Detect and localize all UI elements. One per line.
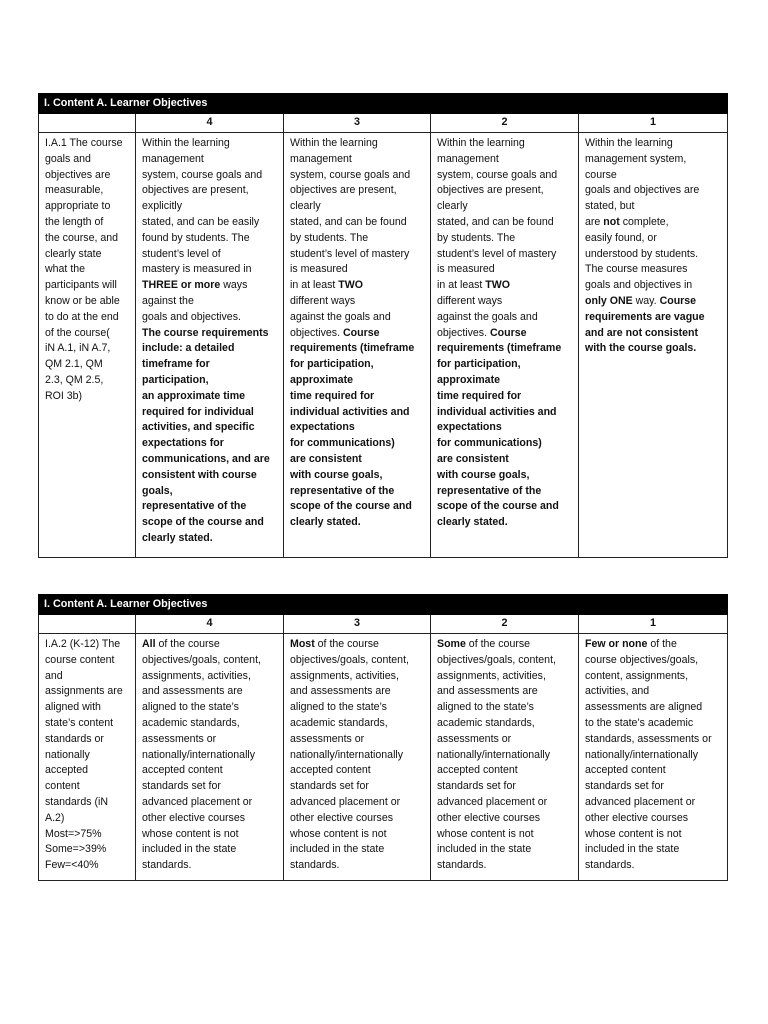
- text-line: accepted: [45, 764, 88, 777]
- text-line: course: [585, 168, 617, 181]
- text-line: student’s level of: [142, 247, 221, 260]
- text-line: with course goals,: [437, 468, 530, 481]
- text-line: objectives/goals, content,: [290, 653, 409, 666]
- text-line: objectives are present,: [142, 184, 249, 197]
- text-line: by students. The: [437, 231, 516, 244]
- rubric-table-ia2: [38, 594, 728, 881]
- criterion-header-cell: [39, 615, 136, 634]
- text-line: in at least TWO: [437, 279, 511, 292]
- text-line: content, assignments,: [585, 669, 689, 682]
- text-line: appropriate to: [45, 200, 111, 213]
- text-line: nationally: [45, 748, 90, 761]
- text-line: are not complete,: [585, 215, 669, 228]
- text-line: participants will: [45, 279, 117, 292]
- text-line: clearly stated.: [142, 531, 213, 544]
- text-line: advanced placement or: [437, 795, 548, 808]
- text-line: advanced placement or: [142, 795, 253, 808]
- text-line: included in the state: [290, 843, 385, 856]
- text-line: measurable,: [45, 184, 104, 197]
- text-line: other elective courses: [142, 811, 246, 824]
- text-line: whose content is not: [437, 827, 534, 840]
- section-title: I. Content A. Learner Objectives: [39, 94, 728, 114]
- text-line: for communications): [437, 437, 542, 450]
- text-line: include: a detailed: [142, 342, 235, 355]
- text-line: different ways: [437, 294, 503, 307]
- text-line: required for individual: [142, 405, 254, 418]
- text-line: objectives are: [45, 168, 111, 181]
- text-line: to do at the end: [45, 310, 119, 323]
- text-line: course content: [45, 653, 115, 666]
- text-line: goals,: [142, 484, 173, 497]
- text-line: management: [290, 152, 352, 165]
- text-line: Within the learning: [437, 137, 525, 149]
- text-line: THREE or more ways: [142, 279, 248, 292]
- score-header-3: 3: [284, 615, 431, 634]
- text-line: with course goals,: [290, 468, 383, 481]
- criterion-cell: [39, 634, 136, 881]
- text-line: accepted content: [437, 764, 518, 777]
- text-line: state’s content: [45, 716, 114, 729]
- score-header-4: 4: [136, 615, 284, 634]
- text-line: goals and objectives in: [585, 279, 693, 292]
- text-line: representative of the: [290, 484, 395, 497]
- text-line: easily found, or: [585, 231, 657, 244]
- text-line: whose content is not: [142, 827, 239, 840]
- text-line: objectives/goals, content,: [142, 653, 261, 666]
- text-line: Some=>39%: [45, 843, 107, 856]
- text-line: assessments or: [142, 732, 217, 745]
- text-line: of the course(: [45, 326, 110, 339]
- text-line: and assessments are: [290, 685, 391, 698]
- score-4-description: [136, 133, 284, 558]
- text-line: All of the course: [142, 638, 220, 650]
- score-1-description: [579, 634, 728, 881]
- text-line: objectives. Course: [437, 326, 527, 339]
- text-line: consistent with course: [142, 468, 257, 481]
- text-line: assessments are aligned: [585, 701, 703, 714]
- text-line: nationally/internationally: [585, 748, 699, 761]
- text-line: course objectives/goals,: [585, 653, 699, 666]
- text-line: assignments, activities,: [437, 669, 546, 682]
- text-line: The course requirements: [142, 326, 269, 339]
- score-3-description: [284, 634, 431, 881]
- text-line: aligned to the state’s: [437, 701, 534, 714]
- text-line: goals and objectives are: [585, 184, 700, 197]
- rubric-row: [39, 634, 728, 881]
- text-line: Few=<40%: [45, 859, 99, 872]
- score-1-description: [579, 133, 728, 558]
- text-line: advanced placement or: [290, 795, 401, 808]
- text-line: system, course goals and: [142, 168, 263, 181]
- text-line: and are not consistent: [585, 326, 699, 339]
- rubric-row: [39, 133, 728, 558]
- text-line: an approximate time: [142, 389, 246, 402]
- text-line: the course, and: [45, 231, 119, 244]
- text-line: assessments or: [290, 732, 365, 745]
- text-line: Some of the course: [437, 638, 531, 650]
- text-line: academic standards,: [437, 716, 535, 729]
- text-line: academic standards,: [290, 716, 388, 729]
- text-line: Within the learning: [290, 137, 378, 149]
- text-line: approximate: [437, 373, 500, 386]
- text-line: goals and: [45, 152, 91, 165]
- text-line: stated, and can be found: [290, 215, 407, 228]
- score-3-description: [284, 133, 431, 558]
- section-title: I. Content A. Learner Objectives: [39, 595, 728, 615]
- score-header-row: [39, 615, 728, 634]
- text-line: representative of the: [142, 500, 247, 513]
- text-line: activities, and specific: [142, 421, 255, 434]
- text-line: standards set for: [142, 780, 221, 793]
- text-line: assignments, activities,: [290, 669, 399, 682]
- text-line: participation,: [142, 373, 209, 386]
- text-line: are consistent: [290, 452, 362, 465]
- text-line: aligned to the state’s: [142, 701, 239, 714]
- score-header-1: 1: [579, 114, 728, 133]
- text-line: Few or none of the: [585, 638, 677, 650]
- score-header-2: 2: [431, 114, 579, 133]
- text-line: clearly: [437, 200, 468, 213]
- text-line: objectives. Course: [290, 326, 380, 339]
- text-line: whose content is not: [290, 827, 387, 840]
- text-line: in at least TWO: [290, 279, 364, 292]
- text-line: against the goals and: [437, 310, 538, 323]
- text-line: Within the learning: [585, 137, 673, 149]
- text-line: I.A.2 (K-12) The: [45, 638, 121, 650]
- text-line: assignments are: [45, 685, 123, 698]
- text-line: Within the learning: [142, 137, 230, 149]
- text-line: expectations: [437, 421, 502, 434]
- text-line: student’s level of mastery: [437, 247, 557, 260]
- text-line: is measured: [437, 263, 495, 276]
- text-line: representative of the: [437, 484, 542, 497]
- text-line: standards (iN: [45, 795, 108, 808]
- rubric-table-ia1: [38, 93, 728, 558]
- text-line: assessments or: [437, 732, 512, 745]
- text-line: by students. The: [290, 231, 369, 244]
- text-line: accepted content: [585, 764, 666, 777]
- text-line: other elective courses: [437, 811, 541, 824]
- score-header-3: 3: [284, 114, 431, 133]
- text-line: academic standards,: [142, 716, 240, 729]
- text-line: scope of the course and: [290, 500, 412, 513]
- score-header-2: 2: [431, 615, 579, 634]
- text-line: explicitly: [142, 200, 183, 213]
- text-line: included in the state: [142, 843, 237, 856]
- text-line: student’s level of mastery: [290, 247, 410, 260]
- text-line: Most of the course: [290, 638, 379, 650]
- text-line: against the goals and: [290, 310, 391, 323]
- text-line: different ways: [290, 294, 356, 307]
- text-line: standards or: [45, 732, 104, 745]
- text-line: advanced placement or: [585, 795, 696, 808]
- text-line: included in the state: [437, 843, 532, 856]
- text-line: and assessments are: [437, 685, 538, 698]
- text-line: know or be able: [45, 294, 120, 307]
- text-line: time required for: [290, 389, 375, 402]
- text-line: approximate: [290, 373, 353, 386]
- score-header-row: [39, 114, 728, 133]
- text-line: against the: [142, 294, 194, 307]
- section-header-row: [39, 94, 728, 114]
- text-line: understood by students.: [585, 247, 699, 260]
- text-line: clearly stated.: [437, 516, 508, 529]
- text-line: the length of: [45, 215, 104, 228]
- text-line: 2.3, QM 2.5,: [45, 373, 104, 386]
- text-line: other elective courses: [290, 811, 394, 824]
- text-line: expectations for: [142, 437, 224, 450]
- text-line: individual activities and: [437, 405, 557, 418]
- text-line: standards.: [585, 859, 635, 872]
- text-line: whose content is not: [585, 827, 682, 840]
- text-line: requirements are vague: [585, 310, 705, 323]
- text-line: and: [45, 669, 63, 682]
- text-line: iN A.1, iN A.7,: [45, 342, 111, 355]
- text-line: timeframe for: [142, 358, 210, 371]
- score-header-1: 1: [579, 615, 728, 634]
- text-line: stated, and can be found: [437, 215, 554, 228]
- text-line: accepted content: [290, 764, 371, 777]
- text-line: management system,: [585, 152, 687, 165]
- text-line: objectives/goals, content,: [437, 653, 556, 666]
- text-line: expectations: [290, 421, 355, 434]
- text-line: mastery is measured in: [142, 263, 252, 276]
- text-line: standards set for: [585, 780, 664, 793]
- text-line: system, course goals and: [437, 168, 558, 181]
- text-line: management: [142, 152, 204, 165]
- text-line: clearly state: [45, 247, 102, 260]
- text-line: standards set for: [290, 780, 369, 793]
- text-line: standards.: [290, 859, 340, 872]
- text-line: found by students. The: [142, 231, 250, 244]
- text-line: A.2): [45, 811, 65, 824]
- text-line: for communications): [290, 437, 395, 450]
- text-line: standards, assessments or: [585, 732, 712, 745]
- text-line: clearly stated.: [290, 516, 361, 529]
- text-line: scope of the course and: [437, 500, 559, 513]
- text-line: goals and objectives.: [142, 310, 241, 323]
- text-line: aligned with: [45, 701, 101, 714]
- text-line: I.A.1 The course: [45, 137, 123, 149]
- text-line: The course measures: [585, 263, 688, 276]
- text-line: requirements (timeframe: [290, 342, 415, 355]
- score-2-description: [431, 133, 579, 558]
- score-header-4: 4: [136, 114, 284, 133]
- text-line: ROI 3b): [45, 389, 83, 402]
- text-line: accepted content: [142, 764, 223, 777]
- text-line: activities, and: [585, 685, 650, 698]
- text-line: management: [437, 152, 499, 165]
- text-line: are consistent: [437, 452, 509, 465]
- section-header-row: [39, 595, 728, 615]
- text-line: clearly: [290, 200, 321, 213]
- text-line: assignments, activities,: [142, 669, 251, 682]
- score-4-description: [136, 634, 284, 881]
- text-line: aligned to the state’s: [290, 701, 387, 714]
- text-line: scope of the course and: [142, 516, 264, 529]
- text-line: Most=>75%: [45, 827, 102, 840]
- text-line: stated, and can be easily: [142, 215, 260, 228]
- text-line: nationally/internationally: [437, 748, 551, 761]
- text-line: stated, but: [585, 200, 635, 213]
- text-line: is measured: [290, 263, 348, 276]
- text-line: what the: [45, 263, 86, 276]
- text-line: system, course goals and: [290, 168, 411, 181]
- text-line: communications, and are: [142, 452, 270, 465]
- text-line: for participation,: [437, 358, 521, 371]
- text-line: individual activities and: [290, 405, 410, 418]
- score-2-description: [431, 634, 579, 881]
- text-line: objectives are present,: [437, 184, 544, 197]
- text-line: time required for: [437, 389, 522, 402]
- text-line: for participation,: [290, 358, 374, 371]
- text-line: content: [45, 780, 80, 793]
- text-line: standards.: [437, 859, 487, 872]
- text-line: included in the state: [585, 843, 680, 856]
- text-line: nationally/internationally: [142, 748, 256, 761]
- text-line: other elective courses: [585, 811, 689, 824]
- criterion-cell: [39, 133, 136, 558]
- text-line: standards.: [142, 859, 192, 872]
- text-line: with the course goals.: [585, 342, 697, 355]
- text-line: and assessments are: [142, 685, 243, 698]
- text-line: only ONE way. Course: [585, 294, 697, 307]
- text-line: QM 2.1, QM: [45, 358, 103, 371]
- text-line: to the state’s academic: [585, 716, 694, 729]
- text-line: objectives are present,: [290, 184, 397, 197]
- text-line: standards set for: [437, 780, 516, 793]
- text-line: nationally/internationally: [290, 748, 404, 761]
- criterion-header-cell: [39, 114, 136, 133]
- text-line: requirements (timeframe: [437, 342, 562, 355]
